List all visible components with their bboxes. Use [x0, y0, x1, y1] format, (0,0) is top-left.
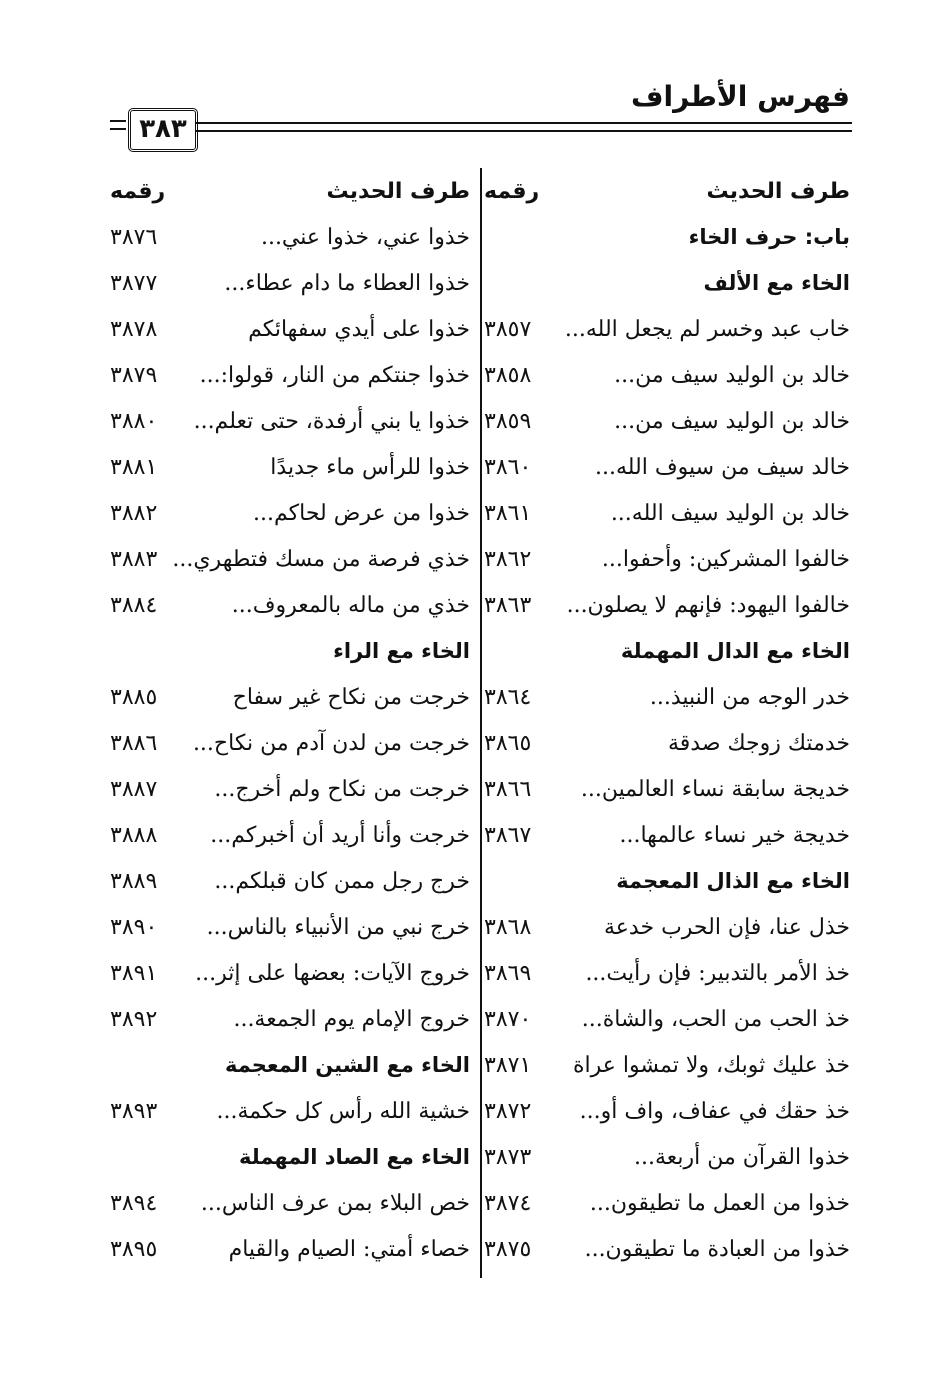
entry-text: خالد بن الوليد سيف الله...: [610, 500, 850, 526]
index-entry: [480, 536, 850, 582]
entry-text: خذوا يا بني أرفدة، حتى تعلم...: [193, 408, 470, 434]
index-entry: [480, 720, 850, 766]
entry-number: ٣٨٨٣: [110, 546, 158, 572]
entry-text: خالفوا المشركين: وأحفوا...: [601, 546, 850, 572]
index-entry: [110, 306, 480, 352]
entry-number: ٣٨٧٣: [484, 1144, 532, 1170]
entry-text: خصاء أمتي: الصيام والقيام: [228, 1236, 470, 1262]
entry-number: ٣٨٨٧: [110, 776, 158, 802]
entry-text: خرجت من نكاح ولم أخرج...: [214, 776, 470, 802]
entry-number: ٣٨٨٥: [110, 684, 158, 710]
entry-text: خرج رجل ممن كان قبلكم...: [214, 868, 470, 894]
section-heading: [480, 260, 850, 306]
heading-text: الخاء مع الشين المعجمة: [224, 1053, 470, 1077]
entry-number: ٣٨٧٦: [110, 224, 158, 250]
entry-number: ٣٨٧٩: [110, 362, 158, 388]
entry-text: خذل عنا، فإن الحرب خدعة: [604, 914, 850, 940]
entry-number: ٣٨٩١: [110, 960, 158, 986]
right-column-header: [480, 168, 850, 214]
entry-number: ٣٨٦٩: [484, 960, 532, 986]
entry-text: خذ حقك في عفاف، واف أو...: [579, 1098, 850, 1124]
entry-text: خرجت من لدن آدم من نكاح...: [192, 730, 470, 756]
header-num-label: رقمه: [110, 178, 166, 204]
entry-number: ٣٨٧١: [484, 1052, 532, 1078]
entry-number: ٣٨٦٤: [484, 684, 532, 710]
entry-text: خذوا العطاء ما دام عطاء...: [224, 270, 470, 296]
entry-number: ٣٨٩٣: [110, 1098, 158, 1124]
entry-text: خذوا جنتكم من النار، قولوا:...: [199, 362, 470, 388]
right-column: [480, 168, 850, 1278]
entry-text: خذوا عني، خذوا عني...: [260, 224, 470, 250]
left-column: [110, 168, 480, 1278]
entry-text: خذوا للرأس ماء جديدًا: [270, 454, 470, 480]
index-entry: [110, 260, 480, 306]
index-entry: [480, 352, 850, 398]
entry-number: ٣٨٧٢: [484, 1098, 532, 1124]
entry-text: خالد بن الوليد سيف من...: [614, 362, 850, 388]
index-entry: [110, 812, 480, 858]
index-entry: [480, 766, 850, 812]
entry-text: خذوا من عرض لحاكم...: [253, 500, 470, 526]
index-entry: [480, 812, 850, 858]
entry-text: خرجت من نكاح غير سفاح: [232, 684, 470, 710]
index-entry: [110, 536, 480, 582]
entry-text: خاب عبد وخسر لم يجعل الله...: [564, 316, 850, 342]
index-entry: [110, 214, 480, 260]
entry-text: خص البلاء بمن عرف الناس...: [200, 1190, 470, 1216]
index-entry: [480, 490, 850, 536]
entry-text: خذوا على أيدي سفهائكم: [248, 316, 470, 342]
index-entry: [480, 582, 850, 628]
entry-number: ٣٨٨٦: [110, 730, 158, 756]
entry-text: خدر الوجه من النبيذ...: [649, 684, 850, 710]
entry-number: ٣٨٩٤: [110, 1190, 158, 1216]
entry-number: ٣٨٦٧: [484, 822, 532, 848]
entry-number: ٣٨٨٩: [110, 868, 158, 894]
entry-text: خرج نبي من الأنبياء بالناس...: [206, 914, 470, 940]
index-entry: [480, 1088, 850, 1134]
entry-number: ٣٨٦٣: [484, 592, 532, 618]
entry-text: خذي من ماله بالمعروف...: [231, 592, 470, 618]
section-heading: [110, 1134, 480, 1180]
entry-text: خذ عليك ثوبك، ولا تمشوا عراة: [573, 1052, 850, 1078]
entry-number: ٣٨٨٠: [110, 408, 158, 434]
index-entry: [480, 904, 850, 950]
index-entry: [110, 1180, 480, 1226]
index-entry: [480, 444, 850, 490]
entry-number: ٣٨٧٤: [484, 1190, 532, 1216]
left-column-header: [110, 168, 480, 214]
page-title: فهرس الأطراف: [631, 80, 850, 113]
index-entry: [480, 1042, 850, 1088]
entry-number: ٣٨٥٧: [484, 316, 532, 342]
header-rule: [195, 122, 852, 132]
heading-text: الخاء مع الراء: [333, 639, 470, 663]
entry-number: ٣٨٦٨: [484, 914, 532, 940]
entry-number: ٣٨٨٨: [110, 822, 158, 848]
index-entry: [110, 582, 480, 628]
entry-number: ٣٨٦٢: [484, 546, 532, 572]
entry-number: ٣٨٦٥: [484, 730, 532, 756]
entry-text: خالفوا اليهود: فإنهم لا يصلون...: [566, 592, 850, 618]
entry-text: خشية الله رأس كل حكمة...: [216, 1098, 470, 1124]
index-entry: [110, 352, 480, 398]
section-heading: [480, 628, 850, 674]
entry-number: ٣٨٩٥: [110, 1236, 158, 1262]
entry-number: ٣٨٧٥: [484, 1236, 532, 1262]
page-number-box: ٣٨٣: [128, 108, 198, 152]
entry-text: خديجة سابقة نساء العالمين...: [580, 776, 850, 802]
heading-text: الخاء مع الذال المعجمة: [616, 869, 850, 893]
index-entry: [480, 1134, 850, 1180]
entry-number: ٣٨٨١: [110, 454, 158, 480]
header-num-label: رقمه: [484, 178, 540, 204]
entry-number: ٣٨٦١: [484, 500, 532, 526]
section-heading: [110, 1042, 480, 1088]
entry-number: ٣٨٧٧: [110, 270, 158, 296]
page-number-dash: [110, 120, 126, 130]
entry-number: ٣٨٥٨: [484, 362, 532, 388]
heading-text: الخاء مع الألف: [703, 271, 850, 295]
index-entry: [110, 398, 480, 444]
chapter-heading: [480, 214, 850, 260]
entry-number: ٣٨٩٢: [110, 1006, 158, 1032]
index-entry: [480, 1180, 850, 1226]
index-entry: [480, 398, 850, 444]
entry-number: ٣٨٨٢: [110, 500, 158, 526]
entry-text: خذ الأمر بالتدبير: فإن رأيت...: [585, 960, 850, 986]
section-heading: [110, 628, 480, 674]
heading-text: الخاء مع الدال المهملة: [620, 639, 850, 663]
heading-text: الخاء مع الصاد المهملة: [239, 1145, 470, 1169]
index-entry: [110, 766, 480, 812]
entry-number: ٣٨٦٦: [484, 776, 532, 802]
index-entry: [480, 1226, 850, 1272]
index-entry: [480, 996, 850, 1042]
column-divider: [480, 168, 482, 1278]
index-entry: [480, 306, 850, 352]
entry-text: خروج الإمام يوم الجمعة...: [233, 1006, 470, 1032]
entry-text: خرجت وأنا أريد أن أخبركم...: [210, 822, 470, 848]
section-heading: [480, 858, 850, 904]
header-text-label: طرف الحديث: [706, 178, 850, 204]
index-entry: [110, 490, 480, 536]
index-entry: [480, 674, 850, 720]
index-entry: [110, 1226, 480, 1272]
index-entry: [110, 720, 480, 766]
entry-number: ٣٨٥٩: [484, 408, 532, 434]
index-entry: [110, 858, 480, 904]
index-entry: [110, 950, 480, 996]
index-entry: [110, 444, 480, 490]
entry-text: خذي فرصة من مسك فتطهري...: [172, 546, 470, 572]
index-entry: [110, 904, 480, 950]
heading-text: باب: حرف الخاء: [688, 225, 850, 249]
index-entry: [110, 996, 480, 1042]
index-entry: [480, 950, 850, 996]
entry-number: ٣٨٧٠: [484, 1006, 532, 1032]
entry-text: خروج الآيات: بعضها على إثر...: [195, 960, 470, 986]
entry-number: ٣٨٩٠: [110, 914, 158, 940]
entry-number: ٣٨٨٤: [110, 592, 158, 618]
entry-text: خذوا من العبادة ما تطيقون...: [584, 1236, 850, 1262]
entry-number: ٣٨٦٠: [484, 454, 532, 480]
index-entry: [110, 674, 480, 720]
entry-text: خالد سيف من سيوف الله...: [594, 454, 850, 480]
index-entry: [110, 1088, 480, 1134]
header-text-label: طرف الحديث: [326, 178, 470, 204]
entry-number: ٣٨٧٨: [110, 316, 158, 342]
entry-text: خذوا القرآن من أربعة...: [634, 1144, 850, 1170]
entry-text: خالد بن الوليد سيف من...: [614, 408, 850, 434]
entry-text: خدمتك زوجك صدقة: [667, 730, 850, 756]
entry-text: خذوا من العمل ما تطيقون...: [589, 1190, 850, 1216]
entry-text: خذ الحب من الحب، والشاة...: [581, 1006, 850, 1032]
entry-text: خديجة خير نساء عالمها...: [619, 822, 850, 848]
